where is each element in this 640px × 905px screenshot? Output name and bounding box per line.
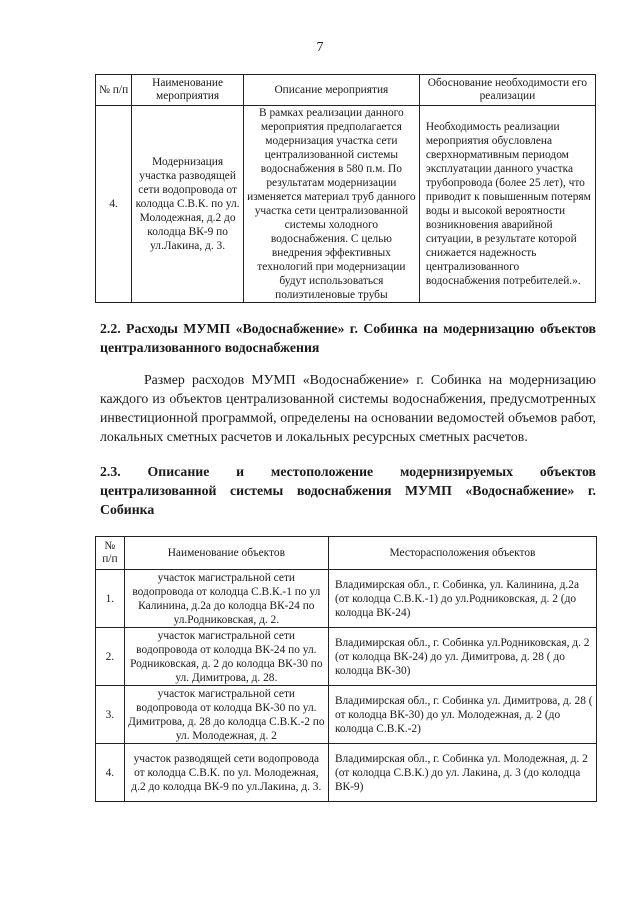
measures-table (95, 74, 596, 303)
section-2-3-heading: 2.3. Описание и местоположение модернизируемых объектов централизованной системы водоснабжения МУМП «Водоснабжение» г. Собинка (100, 464, 596, 517)
table-row (96, 570, 597, 628)
row-number: 3. (96, 686, 125, 744)
object-location: Владимирская обл., г. Собинка ул. Молодежная, д. 2 (от колодца С.В.К.) до ул. Лакина, д. 3 (до колодца ВК-9) (328, 744, 596, 802)
table-header-row (96, 537, 597, 570)
page-number: 7 (316, 40, 324, 55)
table-row (96, 744, 597, 802)
header-number: № п/п (96, 537, 125, 570)
object-name: участок магистральной сети водопровода от колодца ВК-30 по ул. Димитрова, д. 28 до колодца С.В.К.-2 по ул. Молодежная, д. 2 (124, 686, 328, 744)
section-2-2-heading: 2.2. Расходы МУМП «Водоснабжение» г. Собинка на модернизацию объектов централизованного водоснабжения (100, 321, 596, 355)
row-number: 4. (96, 744, 125, 802)
row-number: 1. (96, 570, 125, 628)
header-object-name: Наименование объектов (124, 537, 328, 570)
row-number: 4. (96, 106, 132, 303)
header-justification: Обоснование необходимости его реализации (419, 75, 595, 106)
header-measure-description: Описание мероприятия (243, 75, 419, 106)
object-location: Владимирская обл., г. Собинка ул.Родниковская, д. 2 (от колодца ВК-24) до ул. Димитрова, д. 28 ( до колодца ВК-30) (328, 628, 596, 686)
header-object-location: Месторасположения объектов (328, 537, 596, 570)
object-name: участок магистральной сети водопровода от колодца ВК-24 по ул. Родниковская, д. 2 до колодца ВК-30 по ул. Димитрова, д. 28. (124, 628, 328, 686)
object-location: Владимирская обл., г. Собинка ул. Димитрова, д. 28 ( от колодца ВК-30) до ул. Молодежная, д. 2 (до колодца С.В.К.-2) (328, 686, 596, 744)
measure-justification (419, 106, 595, 303)
section-2-2-paragraph (100, 370, 596, 446)
table-row (96, 686, 597, 744)
paragraph-text: Размер расходов МУМП «Водоснабжение» г. Собинка на модернизацию каждого из объектов централизованной системы водоснабжения, предусмотренных инвестиционной программой, определены на основании ведомостей объемов работ, локальных сметных расчетов и локальных ресурсных сметных расчетов. (100, 372, 596, 444)
row-number: 2. (96, 628, 125, 686)
measure-name: Модернизация участка разводящей сети водопровода от колодца С.В.К. по ул. Молодежная, д.2 до колодца ВК-9 по ул.Лакина, д. 3. (132, 106, 244, 303)
object-name: участок магистральной сети водопровода от колодца С.В.К.-1 по ул Калинина, д.2а до колодца ВК-24 по ул.Родниковская, д. 2. (124, 570, 328, 628)
justification-text: Необходимость реализации мероприятия обусловлена сверхнормативным периодом эксплуатации данного участка трубопровода (более 25 лет), что приводит к повышенным потерям воды и высокой вероятности возникновения аварийной ситуации, в результате которой снижается надежность централизованного водоснабжения потребителей.». (425, 121, 591, 287)
measure-description: В рамках реализации данного мероприятия предполагается модернизация участка сети централизованной системы водоснабжения в 580 п.м. По результатам модернизации изменяется материал труб данного участка сети централизованной системы холодного водоснабжения. С целью внедрения эффективных технологий при модернизации будут использоваться полиэтиленовые трубы (243, 106, 419, 303)
object-location: Владимирская обл., г. Собинка, ул. Калинина, д.2а (от колодца С.В.К.-1) до ул.Родниковская, д. 2 (до колодца ВК-24) (328, 570, 596, 628)
table-row (96, 106, 596, 303)
table-row (96, 628, 597, 686)
objects-table (95, 536, 597, 802)
header-measure-name: Наименование мероприятия (132, 75, 244, 106)
header-number: № п/п (96, 75, 132, 106)
table-header-row (96, 75, 596, 106)
object-name: участок разводящей сети водопровода от колодца С.В.К. по ул. Молодежная, д.2 до колодца ВК-9 по ул.Лакина, д. 3. (124, 744, 328, 802)
